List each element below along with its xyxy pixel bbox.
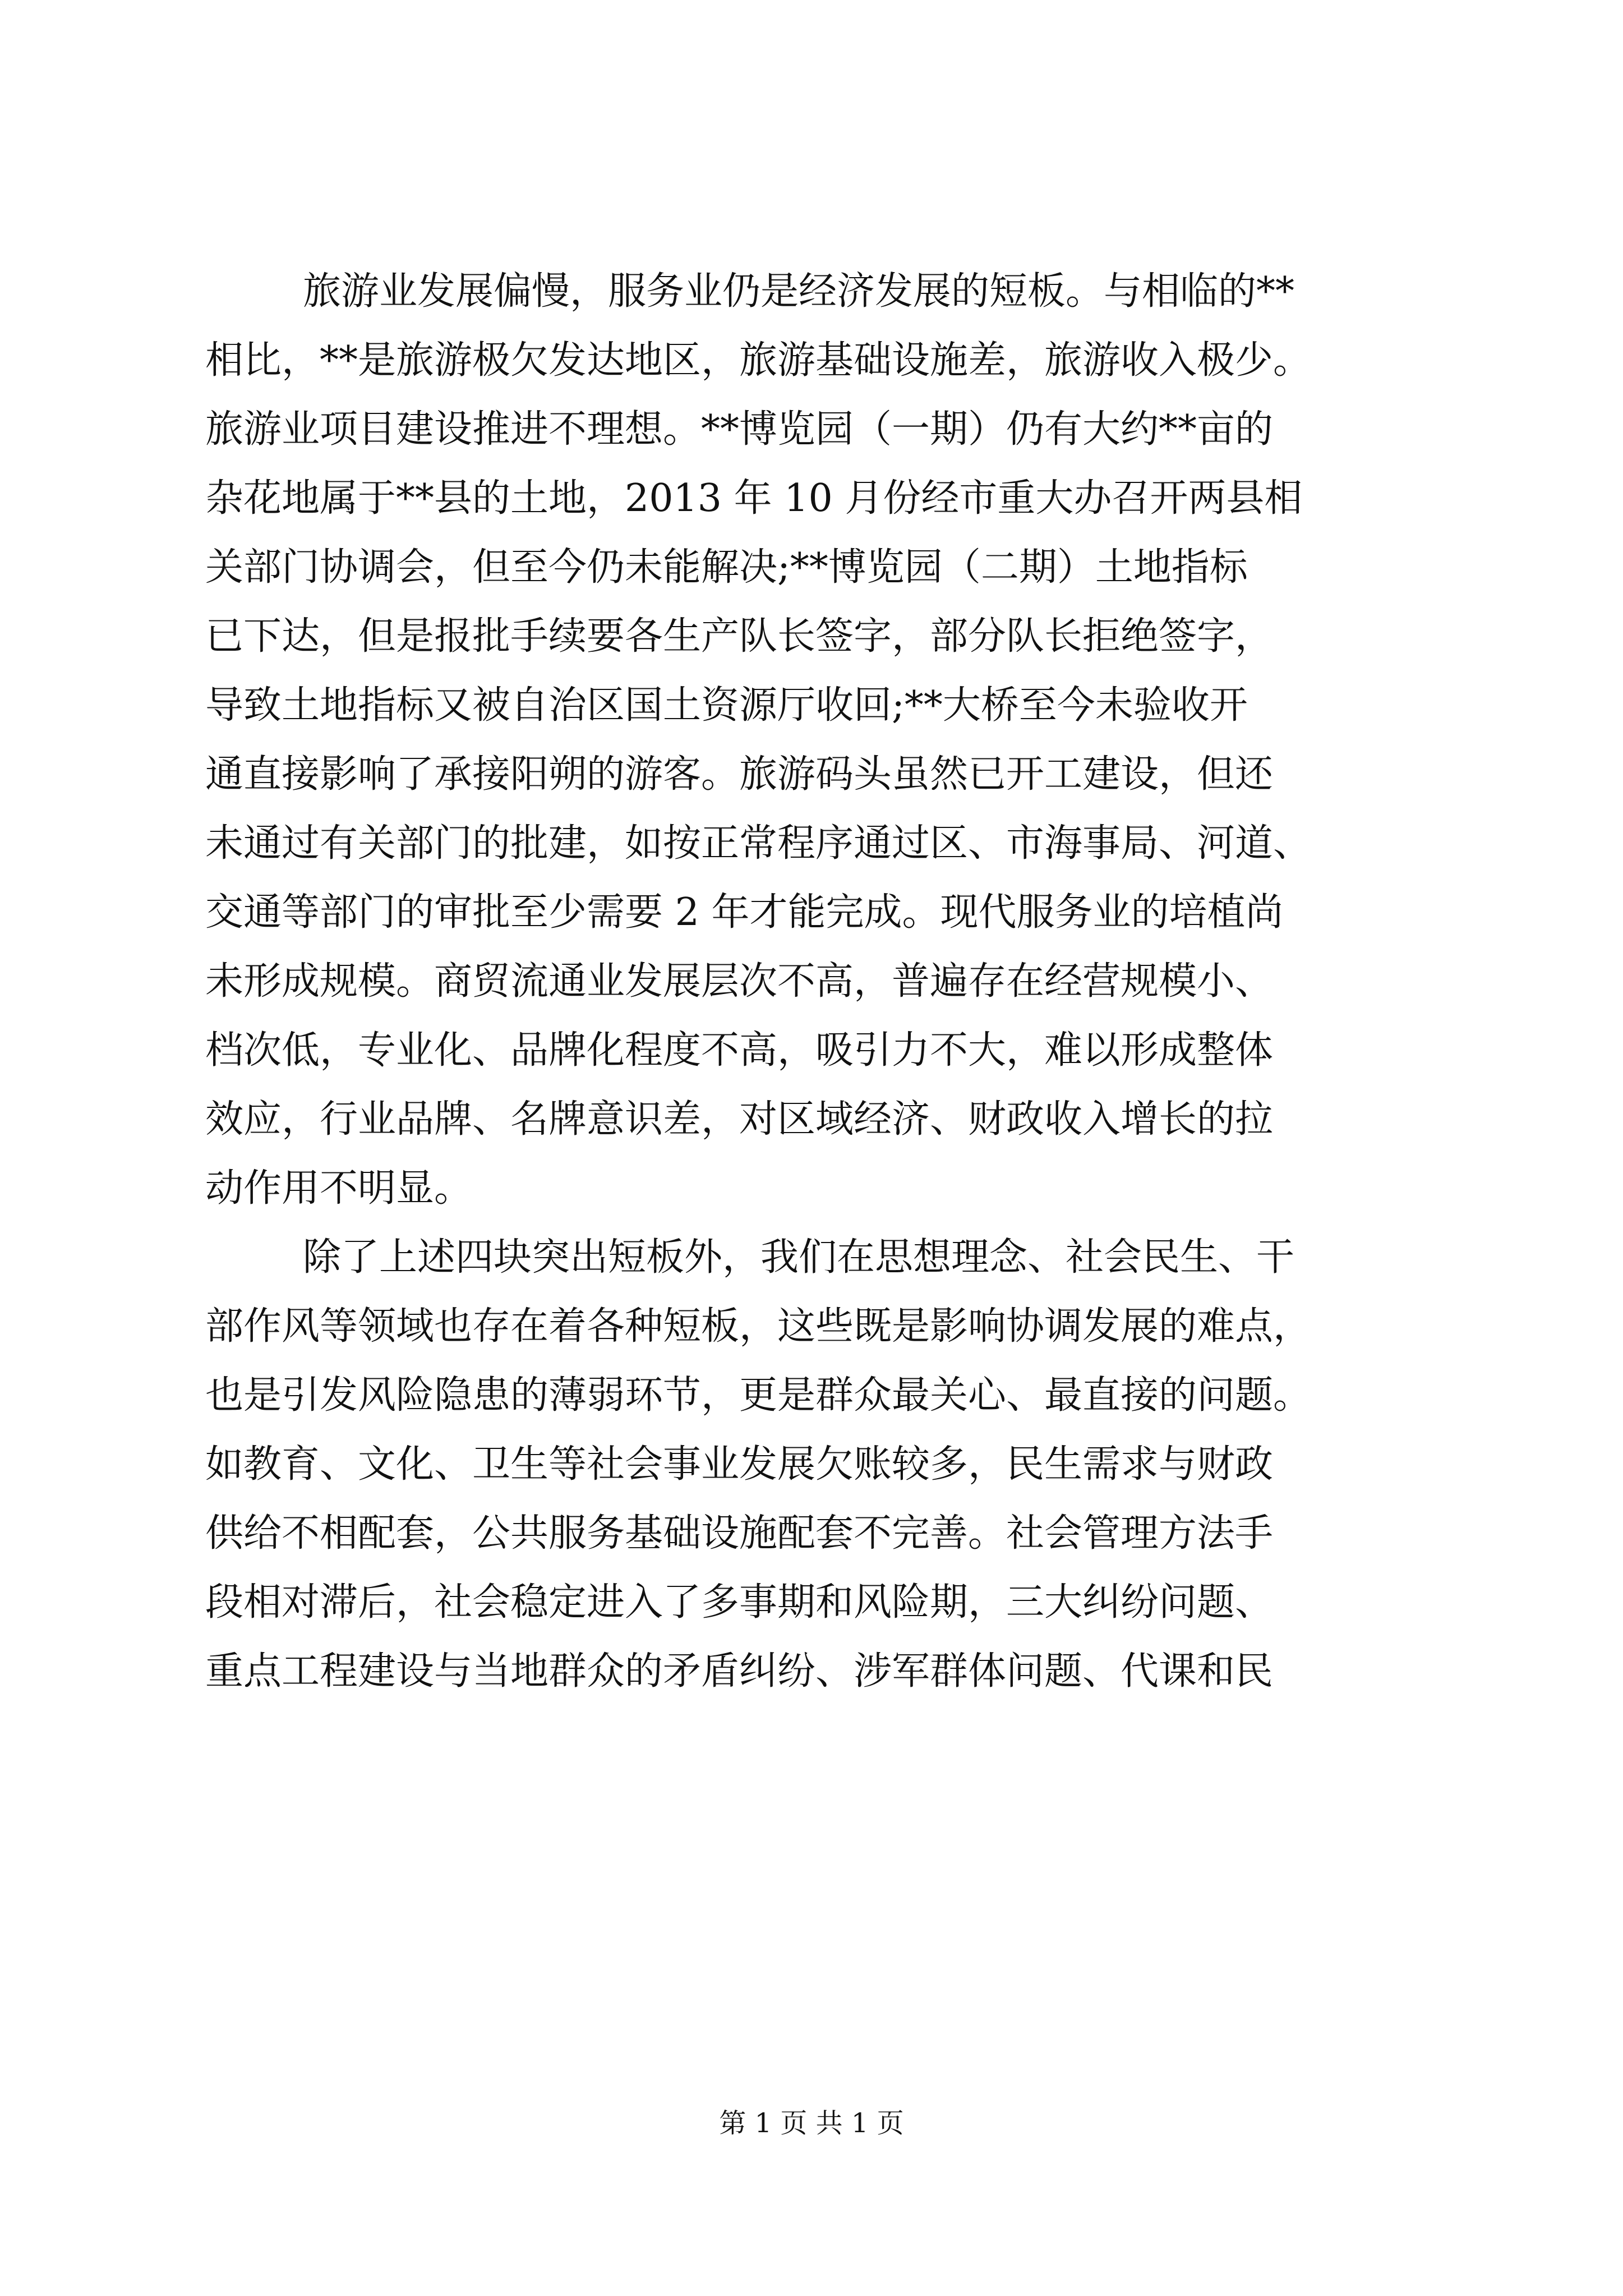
page-number-footer: 第 1 页 共 1 页: [719, 2108, 904, 2139]
paragraph-1-line-14: 动作用不明显。: [205, 1166, 473, 1211]
paragraph-2-line-5: 供给不相配套，公共服务基础设施配套不完善。社会管理方法手: [205, 1511, 1274, 1556]
paragraph-1-line-13: 效应，行业品牌、名牌意识差，对区域经济、财政收入增长的拉: [205, 1097, 1274, 1142]
paragraph-1-line-6: 已下达，但是报批手续要各生产队长签字，部分队长拒绝签字，: [205, 614, 1274, 659]
paragraph-1-line-9: 未通过有关部门的批建，如按正常程序通过区、市海事局、河道、: [205, 821, 1312, 866]
paragraph-2-line-2: 部作风等领域也存在着各种短板，这些既是影响协调发展的难点，: [205, 1304, 1312, 1349]
paragraph-1-line-4: 杂花地属于**县的土地，2013 年 10 月份经市重大办召开两县相: [205, 476, 1303, 521]
paragraph-1-line-10: 交通等部门的审批至少需要 2 年才能完成。现代服务业的培植尚: [205, 890, 1284, 935]
paragraph-1-line-11: 未形成规模。商贸流通业发展层次不高，普遍存在经营规模小、: [205, 959, 1274, 1004]
paragraph-2-line-3: 也是引发风险隐患的薄弱环节，更是群众最关心、最直接的问题。: [205, 1373, 1312, 1418]
paragraph-1-line-8: 通直接影响了承接阳朔的游客。旅游码头虽然已开工建设，但还: [205, 752, 1274, 797]
paragraph-1-line-3: 旅游业项目建设推进不理想。**博览园（一期）仍有大约**亩的: [205, 407, 1274, 452]
paragraph-1-line-12: 档次低，专业化、品牌化程度不高，吸引力不大，难以形成整体: [205, 1028, 1274, 1073]
paragraph-1-line-7: 导致土地指标又被自治区国土资源厅收回;**大桥至今未验收开: [205, 683, 1248, 728]
paragraph-1-line-2: 相比，**是旅游极欠发达地区，旅游基础设施差，旅游收入极少。: [205, 338, 1312, 383]
paragraph-2-line-1: 除了上述四块突出短板外，我们在思想理念、社会民生、干: [303, 1235, 1295, 1280]
paragraph-2-line-4: 如教育、文化、卫生等社会事业发展欠账较多，民生需求与财政: [205, 1442, 1274, 1487]
paragraph-1-line-1: 旅游业发展偏慢，服务业仍是经济发展的短板。与相临的**: [303, 269, 1295, 314]
paragraph-2-line-6: 段相对滞后，社会稳定进入了多事期和风险期，三大纠纷问题、: [205, 1580, 1274, 1625]
paragraph-1-line-5: 关部门协调会，但至今仍未能解决;**博览园（二期）土地指标: [205, 545, 1248, 590]
paragraph-2-line-7: 重点工程建设与当地群众的矛盾纠纷、涉军群体问题、代课和民: [205, 1649, 1274, 1694]
